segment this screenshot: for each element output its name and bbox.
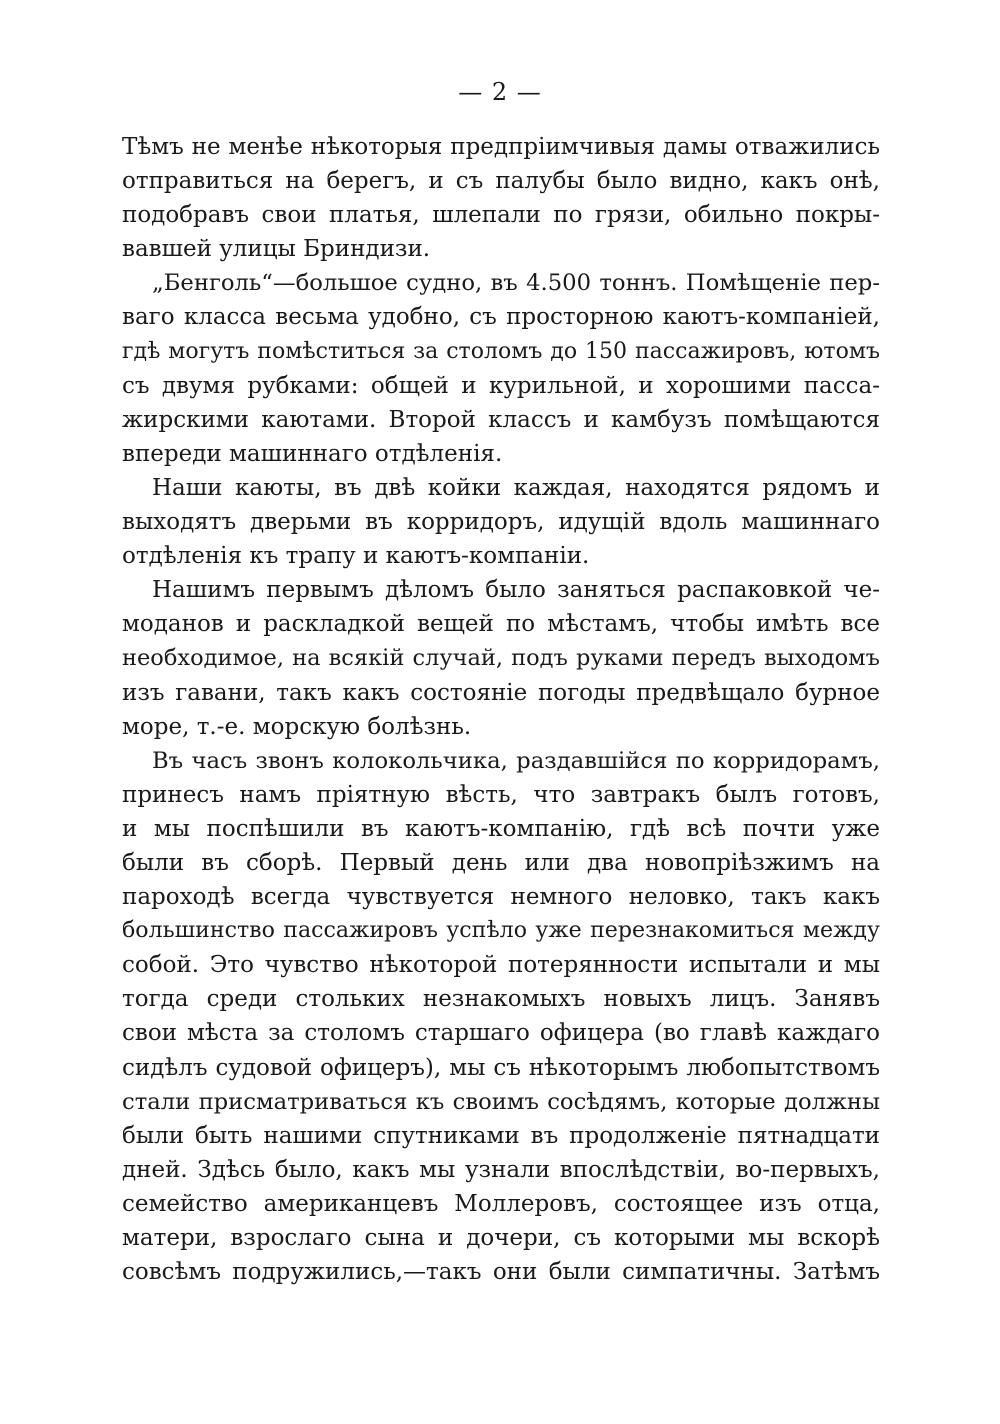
text-line: выходятъ дверьми въ корридоръ, идущій вдоль машиннаго	[122, 509, 880, 536]
text-line: Наши каюты, въ двѣ койки каждая, находятся рядомъ и	[152, 474, 880, 501]
paragraph	[122, 573, 880, 743]
text-line: подобравъ свои платья, шлепали по грязи, обильно покры-	[122, 202, 880, 229]
text-line: моданов и раскладкой вещей по мѣстамъ, чтобы имѣть все	[122, 611, 880, 638]
paragraph	[122, 471, 880, 573]
body-text	[122, 130, 880, 1289]
text-line: сидѣлъ судовой офицеръ), мы съ нѣкоторымъ любопытствомъ	[122, 1054, 880, 1081]
paragraph	[122, 130, 880, 266]
text-line: собой. Это чувство нѣкоторой потерянности испытали и мы	[122, 952, 880, 979]
text-line: отправиться на берегъ, и съ палубы было видно, какъ онѣ,	[122, 168, 880, 195]
text-line: вавшей улицы Бриндизи.	[122, 236, 431, 263]
text-line: принесъ намъ пріятную вѣсть, что завтракъ былъ готовъ,	[122, 781, 880, 808]
text-line: стали присматриваться къ своимъ сосѣдямъ, которые должны	[122, 1088, 880, 1115]
text-line: большинство пассажировъ успѣло уже перезнакомиться между	[122, 918, 880, 944]
paragraph	[122, 744, 880, 1290]
text-line: отдѣленія къ трапу и каютъ-компаніи.	[122, 543, 590, 570]
text-line: изъ гавани, такъ какъ состояніе погоды предвѣщало бурное	[122, 679, 880, 706]
text-line: ваго класса весьма удобно, съ просторною каютъ-компаніей,	[122, 304, 880, 331]
text-line: море, т.-е. морскую болѣзнь.	[122, 713, 472, 740]
text-line: тогда среди стольких незнакомыхъ новыхъ лицъ. Занявъ	[122, 986, 880, 1013]
text-line: Нашимъ первымъ дѣломъ было заняться распаковкой че-	[152, 577, 880, 604]
paragraph	[122, 266, 880, 471]
text-line: съ двумя рубками: общей и курильной, и хорошими пасса-	[122, 372, 880, 399]
text-line: впереди машиннаго отдѣленія.	[122, 440, 503, 467]
text-line: семейство американцевъ Моллеровъ, состоящее изъ отца,	[122, 1190, 880, 1217]
text-line: гдѣ могутъ помѣститься за столомъ до 150 пассажировъ, ютомъ	[122, 338, 880, 364]
text-line: и мы поспѣшили въ каютъ-компанію, гдѣ всѣ почти уже	[122, 815, 880, 842]
text-line: были въ сборѣ. Первый день или два новопріѣзжимъ на	[122, 849, 880, 876]
text-line: Тѣмъ не менѣе нѣкоторыя предпріимчивыя дамы отважились	[122, 134, 880, 160]
page-number: — 2 —	[458, 78, 542, 106]
text-line: матери, взрослаго сына и дочери, съ которыми мы вскорѣ	[122, 1225, 880, 1251]
text-line: жирскими каютами. Второй классъ и камбузъ помѣщаются	[122, 406, 880, 433]
text-line: совсѣмъ подружились,—такъ они были симпатичны. Затѣмъ	[122, 1259, 880, 1286]
text-line: пароходѣ всегда чувствуется немного неловко, такъ какъ	[122, 884, 880, 911]
text-line: дней. Здѣсь было, какъ мы узнали впослѣдствіи, во-первыхъ,	[122, 1156, 880, 1183]
text-line: свои мѣста за столомъ старшаго офицера (во главѣ каждаго	[122, 1020, 880, 1047]
text-line: „Бенголь“—большое судно, въ 4.500 тоннъ. Помѣщеніе пер-	[152, 270, 880, 297]
text-line: были быть нашими спутниками въ продолженіе пятнадцати	[122, 1122, 880, 1149]
text-line: Въ часъ звонъ колокольчика, раздавшійся по корридорамъ,	[152, 747, 880, 774]
text-line: необходимое, на всякій случай, подъ руками передъ выходомъ	[122, 645, 880, 672]
